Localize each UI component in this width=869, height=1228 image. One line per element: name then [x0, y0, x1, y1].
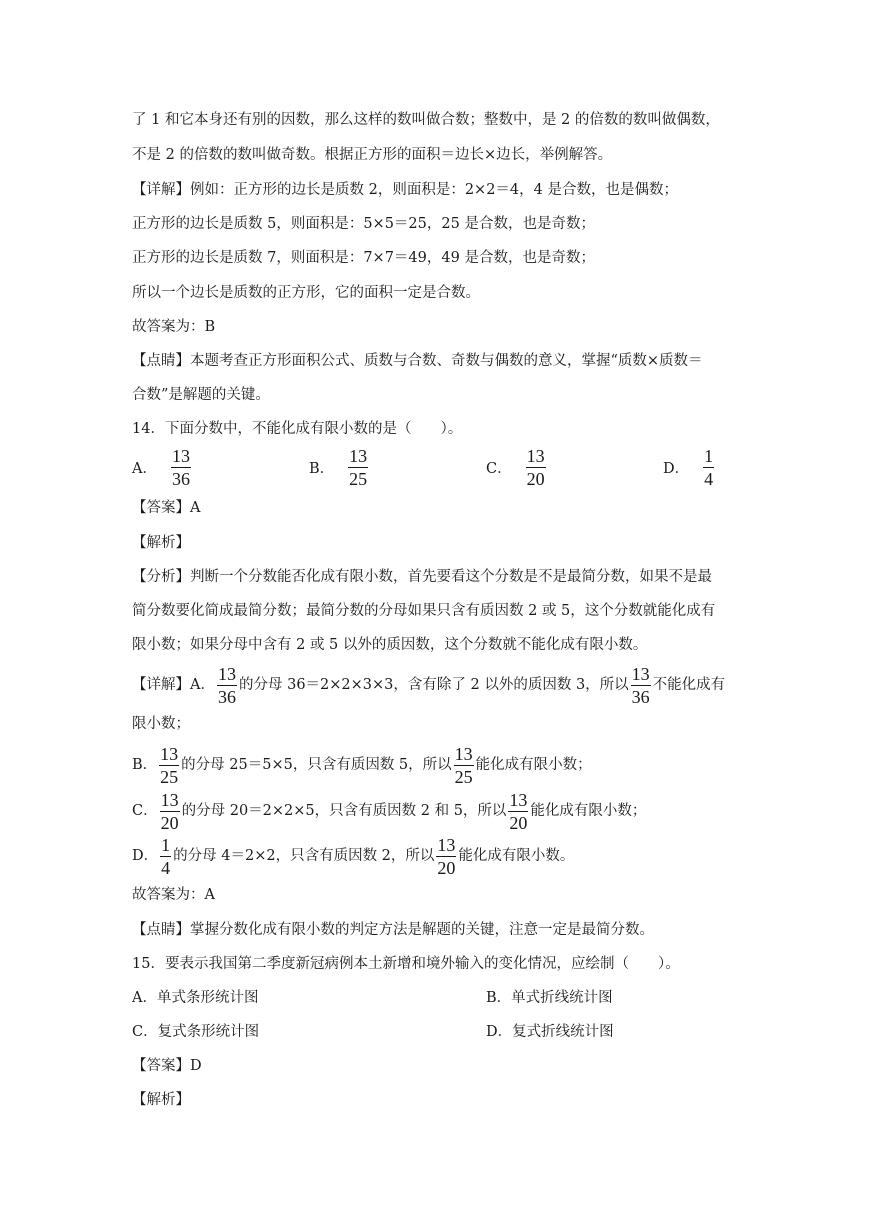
answer-text: 故答案为：B [132, 319, 216, 335]
analysis-label: 【解析】 [132, 535, 190, 551]
text-line: 简分数要化简成最简分数；最简分数的分母如果只含有质因数 2 或 5，这个分数就能化成有 [132, 603, 716, 619]
answer-text: 故答案为：A [132, 887, 215, 903]
denominator: 4 [161, 857, 171, 878]
numerator: 13 [509, 789, 528, 810]
fraction [160, 790, 180, 833]
text-line: 正方形的边长是质数 7，则面积是：7×7＝49，49 是合数，也是奇数； [132, 250, 595, 266]
detail-prefix: C． [132, 803, 158, 819]
numerator: 13 [160, 789, 179, 810]
fraction [703, 446, 714, 489]
answer-label: 【答案】D [132, 1058, 202, 1074]
option-label: D． [663, 461, 690, 477]
numerator: 1 [704, 446, 714, 466]
detail-line-b [132, 743, 592, 787]
fraction [159, 744, 179, 787]
denominator: 25 [160, 766, 179, 787]
text-line: 【点睛】掌握分数化成有限小数的判定方法是解题的关键，注意一定是最简分数。 [132, 922, 654, 938]
numerator: 13 [526, 446, 545, 466]
detail-line-d [132, 834, 574, 878]
detail-line-c [132, 789, 646, 833]
question-14: 14．下面分数中，不能化成有限小数的是（ ）。 [132, 421, 463, 437]
detail-text: 不能化成有 [652, 677, 726, 693]
detail-text: 的分母 20＝2×2×5，只含有质因数 2 和 5，所以 [181, 803, 507, 819]
fraction [454, 744, 474, 787]
analysis-label: 【解析】 [132, 1092, 190, 1108]
text-line: 【详解】例如：正方形的边长是质数 2，则面积是：2×2＝4，4 是合数，也是偶数； [132, 182, 678, 198]
denominator: 25 [349, 469, 368, 489]
text-line: 不是 2 的倍数的数叫做奇数。根据正方形的面积＝边长×边长，举例解答。 [132, 147, 613, 163]
numerator: 13 [217, 663, 236, 684]
numerator: 13 [160, 743, 179, 764]
option-b [309, 446, 370, 489]
detail-text: 能化成有限小数； [475, 757, 592, 773]
fraction [217, 664, 237, 707]
numerator: 13 [171, 446, 190, 466]
fraction [171, 446, 191, 489]
detail-prefix: 【详解】A． [132, 677, 215, 693]
detail-text: 能化成有限小数。 [458, 848, 575, 864]
fraction [348, 446, 368, 489]
fraction [631, 664, 651, 707]
text-line: 限小数；如果分母中含有 2 或 5 以外的质因数，这个分数就不能化成有限小数。 [132, 637, 648, 653]
detail-line-a [132, 663, 725, 707]
text-line: 正方形的边长是质数 5，则面积是：5×5＝25，25 是合数，也是奇数； [132, 216, 595, 232]
text-line: 所以一个边长是质数的正方形，它的面积一定是合数。 [132, 285, 480, 301]
option-c: C．复式条形统计图 [132, 1024, 260, 1040]
denominator: 20 [160, 812, 179, 833]
numerator: 13 [349, 446, 368, 466]
numerator: 1 [161, 834, 171, 855]
fraction [508, 790, 528, 833]
text-line: 【点睛】本题考查正方形面积公式、质数与合数、奇数与偶数的意义，掌握“质数×质数＝ [132, 353, 703, 369]
option-a: A．单式条形统计图 [132, 990, 259, 1006]
option-label: C． [486, 461, 512, 477]
text-line: 限小数； [132, 716, 190, 732]
detail-text: 的分母 4＝2×2，只含有质因数 2，所以 [173, 848, 435, 864]
detail-prefix: B． [132, 757, 158, 773]
option-label: B． [309, 461, 335, 477]
option-a [132, 446, 193, 489]
option-c [486, 446, 548, 489]
detail-prefix: D． [132, 848, 159, 864]
answer-label: 【答案】A [132, 500, 201, 516]
numerator: 13 [437, 834, 456, 855]
question-15: 15．要表示我国第二季度新冠病例本土新增和境外输入的变化情况，应绘制（ ）。 [132, 956, 680, 972]
text-line: 合数”是解题的关键。 [132, 387, 270, 403]
option-b: B．单式折线统计图 [486, 990, 613, 1006]
fraction [526, 446, 546, 489]
denominator: 25 [454, 766, 473, 787]
detail-text: 能化成有限小数； [530, 803, 647, 819]
detail-text: 的分母 36＝2×2×3×3，含有除了 2 以外的质因数 3，所以 [238, 677, 629, 693]
denominator: 20 [526, 469, 545, 489]
denominator: 36 [217, 686, 236, 707]
denominator: 4 [704, 469, 714, 489]
text-line: 【分析】判断一个分数能否化成有限小数，首先要看这个分数是不是最简分数，如果不是最 [132, 569, 712, 585]
detail-text: 的分母 25＝5×5，只含有质因数 5，所以 [181, 757, 452, 773]
numerator: 13 [454, 743, 473, 764]
denominator: 36 [171, 469, 190, 489]
option-d: D．复式折线统计图 [486, 1024, 614, 1040]
fraction [160, 835, 171, 878]
numerator: 13 [631, 663, 650, 684]
denominator: 36 [631, 686, 650, 707]
fraction [436, 835, 456, 878]
option-d [663, 446, 716, 489]
denominator: 20 [437, 857, 456, 878]
option-label: A． [132, 461, 157, 477]
denominator: 20 [509, 812, 528, 833]
text-line: 了 1 和它本身还有别的因数，那么这样的数叫做合数；整数中，是 2 的倍数的数叫做偶数， [132, 112, 720, 128]
